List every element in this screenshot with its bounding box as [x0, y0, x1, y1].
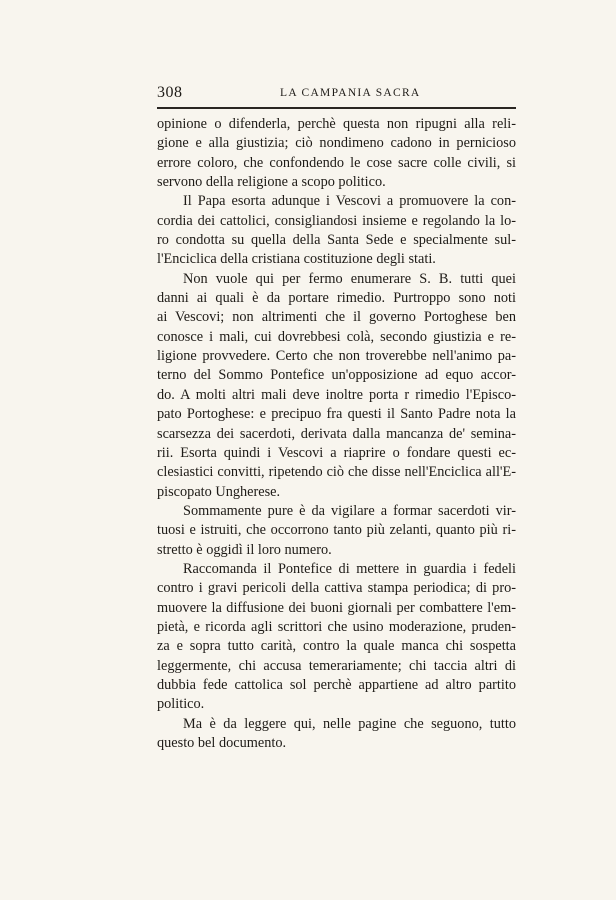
- text-line: servono della religione a scopo politico.: [157, 174, 386, 191]
- text-line: contro i gravi pericoli della cattiva stampa periodica; di pro-: [157, 580, 516, 597]
- text-line: ai Vescovi; non altrimenti che il governo Portoghese ben: [157, 309, 516, 326]
- running-title: LA CAMPANIA SACRA: [280, 87, 421, 99]
- text-line: Raccomanda il Pontefice di mettere in guardia i fedeli: [183, 560, 516, 577]
- text-line: l'Enciclica della cristiana costituzione degli stati.: [157, 251, 436, 268]
- text-line: Ma è da leggere qui, nelle pagine che seguono, tutto: [183, 715, 516, 732]
- text-line: politico.: [157, 696, 205, 713]
- text-line: conosce i mali, cui dovrebbesi colà, secondo giustizia e re-: [157, 328, 516, 345]
- text-line: pato Portoghese: e precipuo fra questi il Santo Padre nota la: [157, 406, 516, 423]
- page-number: 308: [157, 84, 183, 101]
- text-line: clesiastici convitti, ripetendo ciò che disse nell'Enciclica all'E-: [157, 464, 516, 481]
- paragraph-2: [157, 192, 516, 269]
- text-line: gione e alla giustizia; ciò nondimeno cadono in pernicioso: [157, 135, 516, 152]
- header-rule: [157, 107, 516, 109]
- text-line: danni ai quali è da portare rimedio. Purtroppo sono noti: [157, 290, 516, 307]
- page-header: [157, 84, 516, 104]
- paragraph-5: [157, 560, 516, 715]
- text-line: Non vuole qui per fermo enumerare S. B. tutti quei: [183, 270, 516, 287]
- text-line: Il Papa esorta adunque i Vescovi a promuovere la con-: [183, 193, 516, 210]
- text-line: piscopato Ungherese.: [157, 483, 281, 500]
- text-line: scarsezza dei sacerdoti, derivata dalla mancanza de' semina-: [157, 425, 516, 442]
- text-line: do. A molti altri mali deve inoltre porta r rimedio l'Episco-: [157, 386, 516, 403]
- text-line: opinione o difenderla, perchè questa non ripugni alla reli-: [157, 116, 516, 132]
- text-line: dubbia fede cattolica sol perchè appartiene ad altro partito: [157, 676, 516, 693]
- text-line: leggermente, chi accusa temerariamente; chi taccia altri di: [157, 657, 516, 674]
- text-line: ligione provvedere. Certo che non troverebbe nell'animo pa-: [157, 348, 516, 365]
- text-line: ro condotta su quella della Santa Sede e specialmente sul-: [157, 232, 516, 249]
- text-line: stretto è oggidì il loro numero.: [157, 541, 332, 558]
- paragraph-6: [157, 715, 516, 754]
- text-line: rii. Esorta quindi i Vescovi a riaprire o fondare questi ec-: [157, 444, 516, 461]
- paragraph-4: [157, 502, 516, 560]
- text-line: za e sopra tutto carità, contro la quale manca chi sospetta: [157, 638, 516, 655]
- body-text: [157, 115, 516, 753]
- text-line: Sommamente pure è da vigilare a formar sacerdoti vir-: [183, 502, 516, 519]
- text-line: pietà, e ricorda agli scrittori che usino moderazione, pruden-: [157, 618, 516, 635]
- text-line: terno del Sommo Pontefice un'opposizione ad equo accor-: [157, 367, 516, 384]
- text-line: questo bel documento.: [157, 735, 287, 751]
- paragraph-3: [157, 270, 516, 502]
- text-line: tuosi e istruiti, che occorrono tanto più zelanti, quanto più ri-: [157, 522, 516, 539]
- paragraph-1: [157, 115, 516, 192]
- text-line: cordia dei cattolici, consigliandosi insieme e regolando la lo-: [157, 212, 516, 229]
- text-line: errore coloro, che confondendo le cose sacre colle civili, si: [157, 154, 516, 171]
- text-line: muovere la diffusione dei buoni giornali per combattere l'em-: [157, 599, 516, 616]
